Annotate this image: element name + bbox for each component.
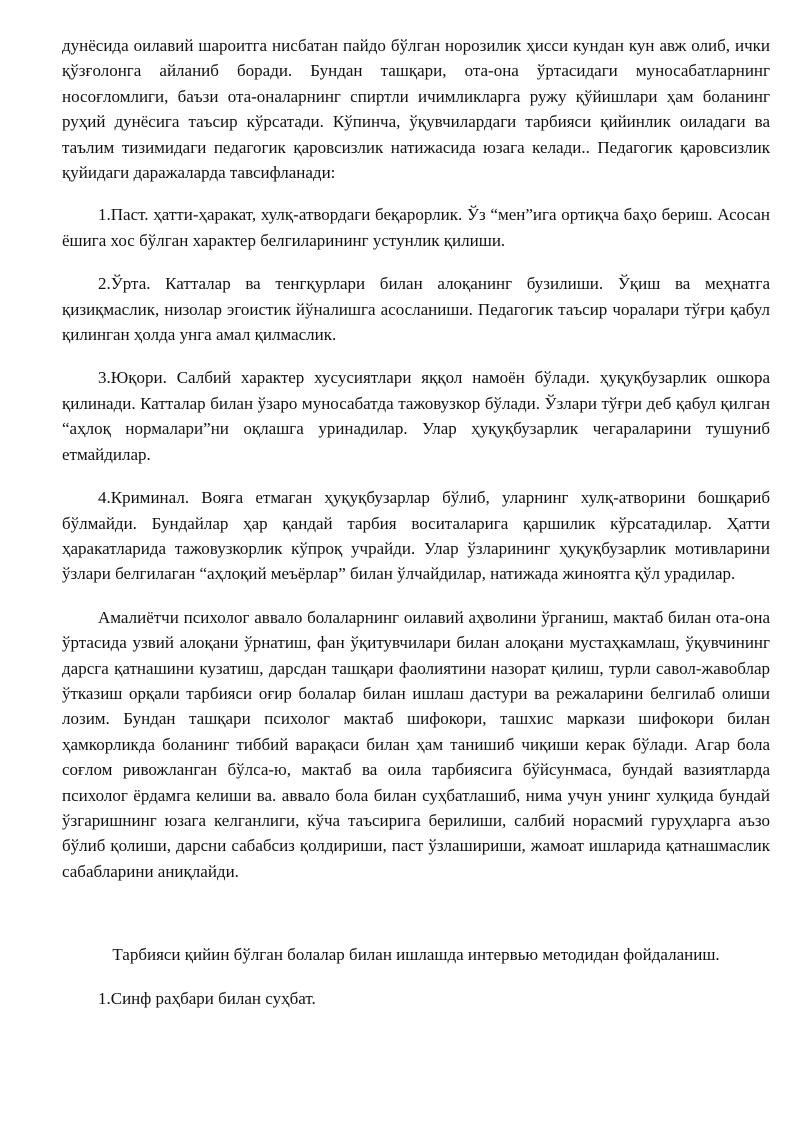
- practitioner-paragraph: Амалиётчи психолог аввало болаларнинг оилавий аҳволини ўрганиш, мактаб билан ота-она ўртасида узвий алоқани ўрнатиш, фан ўқитувчилари билан алоқани мустаҳкамлаш, ўқувчининг дарсга қатнашини кузатиш, дарсдан ташқари фаолиятини назорат қилиш, турли савол-жавоблар ўтказиш орқали тарбияси оғир болалар билан ишлаш дастури ва режаларини белгилаб олиши лозим. Бундан ташқари психолог мактаб шифокори, ташхис маркази шифокори билан ҳамкорликда боланинг тиббий варақаси билан ҳам танишиб чиқиши керак бўлади. Агар бола соғлом ривожланган бўлса-ю, мактаб ва оила тарбиясига бўйсунмаса, бундай вазиятларда психолог ёрдамга келиши ва. аввало бола билан суҳбатлашиб, нима учун унинг хулқида бундай ўзгаришнинг юзага келганлиги, кўча таъсирига берилиши, салбий норасмий гуруҳларга аъзо бўлиб қолиши, дарсни сабабсиз қолдириши, паст ўзлашириши, жамоат ишларида қатнашмаслик сабабларини аниқлайди.: [62, 607, 770, 881]
- subitem-paragraph: 1.Синф раҳбари билан суҳбат.: [98, 988, 316, 1008]
- document-page: [62, 33, 770, 1011]
- section-heading: Тарбияси қийин бўлган болалар билан ишлашда интервью методидан фойдаланиш.: [112, 945, 720, 965]
- intro-paragraph: дунёсида оилавий шароитга нисбатан пайдо бўлган норозилик ҳисси кундан кун авж олиб, ички қўзғолонга айланиб боради. Бундан ташқари, ота-она ўртасидаги муносабатларнинг носоғломлиги, баъзи ота-оналарнинг спиртли ичимликларга ружу қўйишлари ҳам боланинг руҳий дунёсига таъсир кўрсатади. Кўпинча, ўқувчилардаги тарбияси қийинлик оиладаги ва таълим тизимидаги педагогик қаровсизлик натижасида юзага келади.. Педагогик қаровсизлик қуйидаги даражаларда тавсифланади:: [62, 36, 770, 183]
- level-low-paragraph: 1.Паст. ҳатти-ҳаракат, хулқ-атвордаги беқарорлик. Ўз “мен”ига ортиқча баҳо бериш. Асосан ёшига хос бўлган характер белгиларининг устунлик қилиши.: [62, 205, 770, 250]
- level-medium-paragraph: 2.Ўрта. Катталар ва тенгқурлари билан алоқанинг бузилиши. Ўқиш ва меҳнатга қизиқмаслик, низолар эгоистик йўналишга асосланиши. Педагогик таъсир чоралари тўғри қабул қилинган ҳолда унга амал қилмаслик.: [62, 274, 770, 345]
- level-criminal-paragraph: 4.Криминал. Вояга етмаган ҳуқуқбузарлар бўлиб, уларнинг хулқ-атворини бошқариб бўлмайди. Бундайлар ҳар қандай тарбия воситаларига қаршилик кўрсатадилар. Ҳатти ҳаракатларида тажовузкорлик кўпроқ учрайди. Улар ўзларининг ҳуқуқбузарлик мотивларини ўзлари белгилаган “аҳлоқий меъёрлар” билан ўлчайдилар, натижада жиноятга қўл урадилар.: [62, 488, 770, 584]
- level-high-paragraph: 3.Юқори. Салбий характер хусусиятлари яққол намоён бўлади. ҳуқуқбузарлик ошкора қилинади. Катталар билан ўзаро муносабатда тажовузкор бўлади. Ўзлари тўғри деб қабул қилган “аҳлоқ нормалари”ни оқлашга уринадилар. Улар ҳуқуқбузарлик чегараларини тушуниб етмайдилар.: [62, 368, 770, 464]
